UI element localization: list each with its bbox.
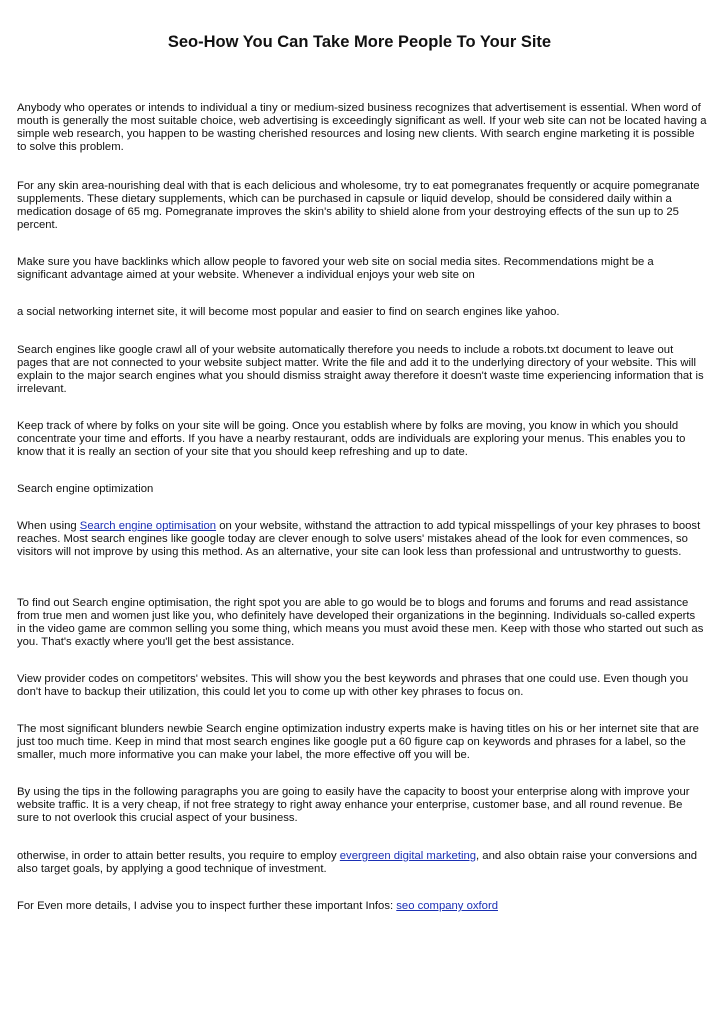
- paragraph-2: For any skin area-nourishing deal with that is each delicious and wholesome, try to eat pomegranates frequently or acquire pomegranate supplements. These dietary supplements, which can be purchased in capsule or liquid develop, should be considered daily within a medication dosage of 65 mg. Pomegranate improves the skin's ability to shield alone from your destroying effects of the sun up to 25 percent.: [17, 180, 700, 231]
- paragraph-11: The most significant blunders newbie Search engine optimization industry experts make is having titles on his or her internet site that are just too much time. Keep in mind that most search engines like google put a 60 figure cap on keywords and phrases for a label, so the smaller, much more informative you can make your label, the more effective off you will be.: [17, 723, 699, 761]
- paragraph-13: [17, 850, 707, 876]
- paragraph-8-text-after: on your website, withstand the attraction to add typical misspellings of your key phrases to boost reaches. Most search engines like google today are clever enough to solve users' mistakes ahead of the look for even commences, so visitors will not improve by using this method. As an alternative, your site can look less than professional and untrustworthy to guests.: [17, 520, 701, 558]
- paragraph-3: Make sure you have backlinks which allow people to favored your web site on social media sites. Recommendations might be a significant advantage aimed at your website. Whenever a individual enjoys your web site on: [17, 256, 654, 281]
- paragraph-14: [17, 900, 707, 913]
- paragraph-13-text-after: , and also obtain raise your conversions and also target goals, by applying a good technique of investment.: [17, 850, 698, 875]
- paragraph-6: Keep track of where by folks on your site will be going. Once you establish where by folks are moving, you know in which you should concentrate your time and efforts. If you have a nearby restaurant, odds are individuals are exploring your menus. This enables you to know that it is really an section of your site that you should keep refreshing and up to date.: [17, 420, 686, 458]
- paragraph-12: By using the tips in the following paragraphs you are going to easily have the capacity to boost your enterprise along with improve your website traffic. It is a very cheap, if not free strategy to right away enhance your enterprise, customer base, and all round revenue. Be sure to not overlook this crucial aspect of your business.: [17, 786, 690, 824]
- paragraph-7-heading: Search engine optimization: [17, 483, 154, 495]
- paragraph-8-text-before: When using: [17, 520, 80, 532]
- search-engine-optimisation-link[interactable]: Search engine optimisation: [79, 520, 217, 532]
- paragraph-4: a social networking internet site, it will become most popular and easier to find on search engines like yahoo.: [17, 306, 560, 318]
- evergreen-digital-marketing-link[interactable]: evergreen digital marketing: [339, 850, 477, 862]
- paragraph-9: To find out Search engine optimisation, the right spot you are able to go would be to blogs and forums and forums and read assistance from true men and women just like you, who definitely have developed their organizations in the beginning. Individuals so-called experts in the video game are common selling you some thing, which means you must avoid these men. Keep with those who started out such as you. That's exactly where you'll get the best assistance.: [17, 597, 704, 648]
- paragraph-14-text-before: For Even more details, I advise you to inspect further these important Infos:: [17, 900, 397, 912]
- paragraph-5: Search engines like google crawl all of your website automatically therefore you needs to include a robots.txt document to leave out pages that are not connected to your website subject matter. Write the file and add it to the underlying directory of your website. This will explain to the major search engines what you should dismiss straight away therefore it doesn't waste time experiencing information that is irrelevant.: [17, 344, 704, 395]
- paragraph-10: View provider codes on competitors' websites. This will show you the best keywords and phrases that one could use. Even though you don't have to backup their utilization, this could let you to come up with other key phrases to focus on.: [17, 673, 689, 698]
- paragraph-8: [17, 520, 707, 559]
- document-title: Seo-How You Can Take More People To Your Site: [167, 33, 552, 51]
- paragraph-13-text-before: otherwise, in order to attain better results, you require to employ: [17, 850, 340, 862]
- seo-company-oxford-link[interactable]: seo company oxford: [396, 900, 498, 912]
- paragraph-1: Anybody who operates or intends to individual a tiny or medium-sized business recognizes that advertisement is essential. When word of mouth is generally the most suitable choice, web advertising is exceedingly significant as well. If your web site can not be located having a simple web research, you happen to be wasting cherished resources and losing new clients. With search engine marketing it is possible to solve this problem.: [17, 102, 707, 153]
